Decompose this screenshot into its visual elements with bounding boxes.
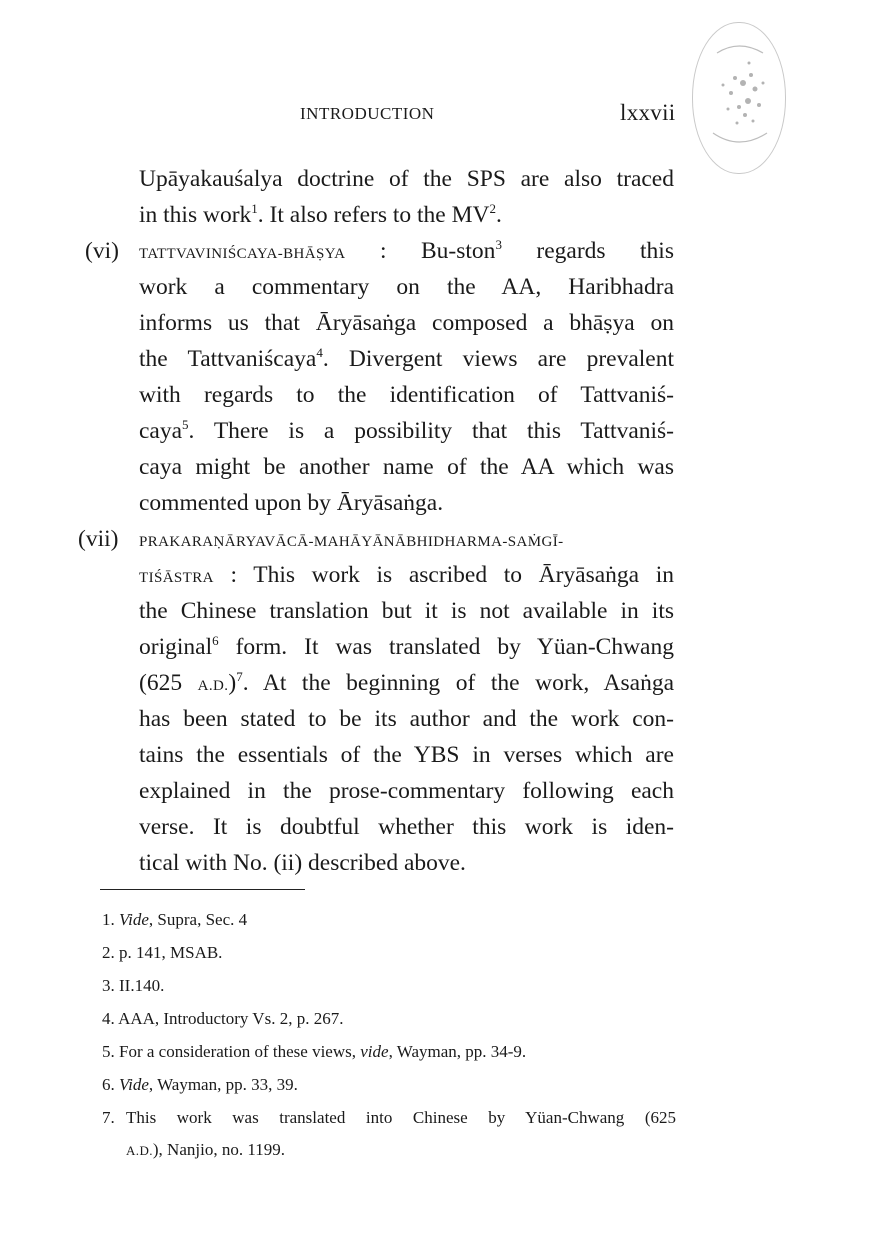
footnote-2: 2. p. 141, MSAB. — [102, 943, 223, 962]
footnote-ref-7: 7 — [236, 669, 243, 684]
section-vii-line-8: verse. It is doubtful whether this work is iden- — [139, 814, 674, 840]
section-vii-line-4: (625 A.D.)$^7$. At the beginning of the work, Asaṅga — [139, 669, 675, 696]
footnote-7-line-2: A.D.), Nanjio, no. 1199. — [126, 1140, 285, 1159]
footnote-ref-4: 4 — [316, 345, 323, 360]
section-vii-line-2: the Chinese translation but it is not available in its — [139, 598, 674, 624]
footnote-ref-1: 1 — [251, 201, 258, 216]
intro-line-2: in this work$^1$. It also refers to the $MV^2$. — [139, 201, 502, 228]
footnote-1: 1. Vide, Supra, Sec. 4 — [102, 910, 248, 929]
stamp-emblem-icon — [693, 23, 785, 173]
page-number: lxxvii — [620, 100, 676, 125]
library-stamp — [692, 22, 786, 174]
footnote-7-number: 7. — [102, 1108, 115, 1127]
section-vii-marker: (vii) — [78, 526, 119, 552]
footnote-ref-3: 3 — [495, 237, 502, 252]
intro-line-1: Upāyakauśalya doctrine of the SPS are also traced — [139, 166, 674, 192]
footnote-divider — [100, 889, 305, 890]
section-vi-line-3: informs us that Āryāsaṅga composed a bhāṣya on — [139, 310, 674, 336]
footnote-ref-2: 2 — [489, 201, 496, 216]
footnote-5: 5. For a consideration of these views, vide, Wayman, pp. 34-9. — [102, 1042, 527, 1061]
running-head — [0, 100, 888, 136]
section-vi-line-2: work a commentary on the AA, Haribhadra — [139, 274, 674, 300]
section-vii-line-7: explained in the prose-commentary following each — [139, 778, 674, 804]
section-vi-marker: (vi) — [85, 238, 119, 264]
section-vi-line-7: caya might be another name of the AA which was — [139, 454, 674, 480]
section-vi-line-6: caya$^5$. There is a possibility that this Tattvaniś- — [139, 417, 674, 444]
running-head-title: INTRODUCTION — [300, 104, 435, 123]
section-vii-line-3: original$^6$ form. It was translated by Yüan-Chwang — [139, 633, 674, 660]
section-vii-line-6: tains the essentials of the YBS in verses which are — [139, 742, 674, 768]
section-vii-heading-line-1 — [139, 524, 564, 557]
section-vi-line-1: TATTVAVINIŚCAYA-BHĀṢYA : Bu-ston$^3$ regards this — [139, 237, 674, 264]
footnote-ref-5: 5 — [182, 417, 189, 432]
section-vii-line-1: TIŚĀSTRA : This work is ascribed to Āryāsaṅga in — [139, 562, 674, 588]
section-vii-heading: PRAKARAṆĀRYAVĀCĀ-MAHĀYĀNĀBHIDHARMA-SAṀGĪ- — [139, 534, 564, 550]
footnote-ref-6: 6 — [212, 633, 219, 648]
footnote-3: 3. II.140. — [102, 976, 165, 995]
footnote-7-line-1: This work was translated into Chinese by Yüan-Chwang (625 — [126, 1108, 676, 1127]
section-vi-line-4: the Tattvaniścaya$^4$. Divergent views are prevalent — [139, 345, 674, 372]
section-vi-line-8: commented upon by Āryāsaṅga. — [139, 490, 444, 516]
section-vi-heading: TATTVAVINIŚCAYA-BHĀṢYA — [139, 246, 346, 262]
section-vii-heading-end: TIŚĀSTRA — [139, 570, 214, 586]
footnote-4: 4. AAA, Introductory Vs. 2, p. 267. — [102, 1009, 344, 1028]
footnote-6: 6. Vide, Wayman, pp. 33, 39. — [102, 1075, 298, 1094]
section-vi-line-5: with regards to the identification of Tattvaniś- — [139, 382, 674, 408]
section-vii-line-9: tical with No. (ii) described above. — [139, 850, 466, 876]
section-vii-line-5: has been stated to be its author and the work con- — [139, 706, 674, 732]
